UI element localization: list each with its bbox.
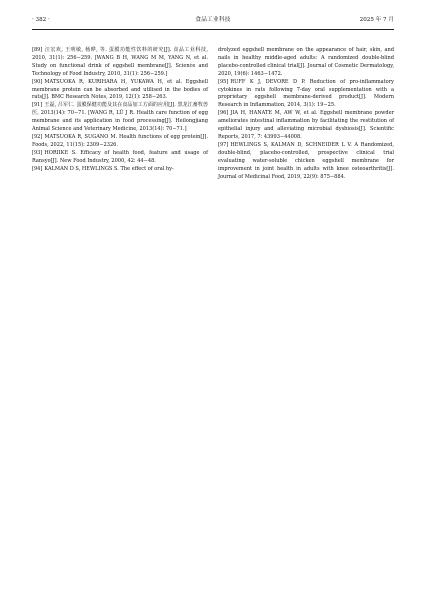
- reference-number: [90]: [32, 78, 43, 85]
- reference-text: 王磊, 吕军仁. 蛋膜保健功能及其在食品加工方面的应用[J]. 黑龙江畜牧兽医, 2013(14): 70−71. [WANG R, LÜ J R. Health care function of egg membrane and its application in food processing[J]. Heilongjiang Animal Science and Veterinary Medicine, 2013(14): 70−71.]: [32, 102, 208, 133]
- reference-number: [91]: [32, 102, 43, 109]
- reference-text: MATSUOKA R, SUGANO M. Health functions of egg protein[J]. Foods, 2022, 11(15): 2309−2326.: [32, 133, 208, 148]
- reference-item: [218, 79, 394, 111]
- reference-text: MATSUOKA R, KURIHARA H, YUKAWA H, et al. Eggshell membrane protein can be absorbed and utilised in the bodies of rats[J]. BMC Research Notes, 2019, 12(1): 258−263.: [32, 78, 208, 101]
- issue-date: 2025 年 7 月: [359, 17, 394, 23]
- reference-number: [95]: [218, 78, 229, 85]
- reference-number: [97]: [218, 141, 229, 148]
- reference-item: [32, 150, 208, 166]
- reference-item: [32, 47, 208, 79]
- reference-item: [218, 142, 394, 182]
- reference-text: HORIIKE S. Efficacy of health food, feature and usage of Ransyo[J]. New Food Industry, 2000, 42: 44−48.: [32, 149, 208, 164]
- reference-number: [92]: [32, 133, 43, 140]
- reference-item: [32, 102, 208, 134]
- reference-number: [93]: [32, 149, 43, 156]
- reference-item: [32, 134, 208, 150]
- reference-item: [218, 110, 394, 142]
- reference-item-continued: [218, 47, 394, 79]
- header-rule: [32, 29, 394, 30]
- page-number: · 382 ·: [32, 17, 50, 23]
- reference-item: [32, 79, 208, 103]
- reference-number: [96]: [218, 110, 229, 117]
- reference-text: RUFF K J, DEVORE D P. Reduction of pro-inflammatory cytokines in rats following 7-day oral supplementation with a proprietary eggshell membrane-derived product[J]. Modern Research in Inflammation, 2014, 3(1): 19−25.: [218, 78, 394, 109]
- references-right-column: [218, 47, 394, 181]
- reference-text: JIA H, HANATE M, AW W, et al. Eggshell membrane powder ameliorates intestinal inflammation by facilitating the restitution of epithelial injury and alleviating microbial dysbiosis[J]. Scientific Reports, 2017, 7: 43993−44008.: [218, 110, 394, 140]
- reference-item: [32, 166, 208, 174]
- journal-title: 食品工业科技: [195, 17, 231, 23]
- reference-number: [94]: [32, 165, 43, 172]
- reference-number: [89]: [32, 47, 43, 53]
- reference-text: KALMAN D S, HEWLINGS S. The effect of oral hy-: [44, 165, 174, 172]
- reference-text: drolyzed eggshell membrane on the appearance of hair, skin, and nails in healthy middle-aged adults: A randomized double-blind placebo-controlled clinical trial[J]. Journal of Cosmetic Dermatology, 2020, 19(6): 1463−1472.: [218, 47, 394, 77]
- reference-text: HEWLINGS S, KALMAN D, SCHNEIDER L V. A Randomized, double-blind, placebo-controlled, prospective clinical trial evaluating water-soluble chicken eggshell membrane for improvement in joint health in adults with knee osteoarthritis[J]. Journal of Medicinal Food, 2019, 22(9): 875−884.: [218, 141, 394, 180]
- references-left-column: [32, 47, 208, 174]
- reference-text: 汪宏欢, 王明敏, 杨晔, 等. 蛋膜功能性饮料的研究[J]. 食品工业科技, 2010, 31(1): 256−259. [WANG B H, WANG M M, YANG N, et al. Study on functional drink of eggshell membrane[J]. Science and Technology of Food Industry, 2010, 31(1): 256−259.]: [32, 47, 208, 77]
- page-header: [32, 14, 394, 26]
